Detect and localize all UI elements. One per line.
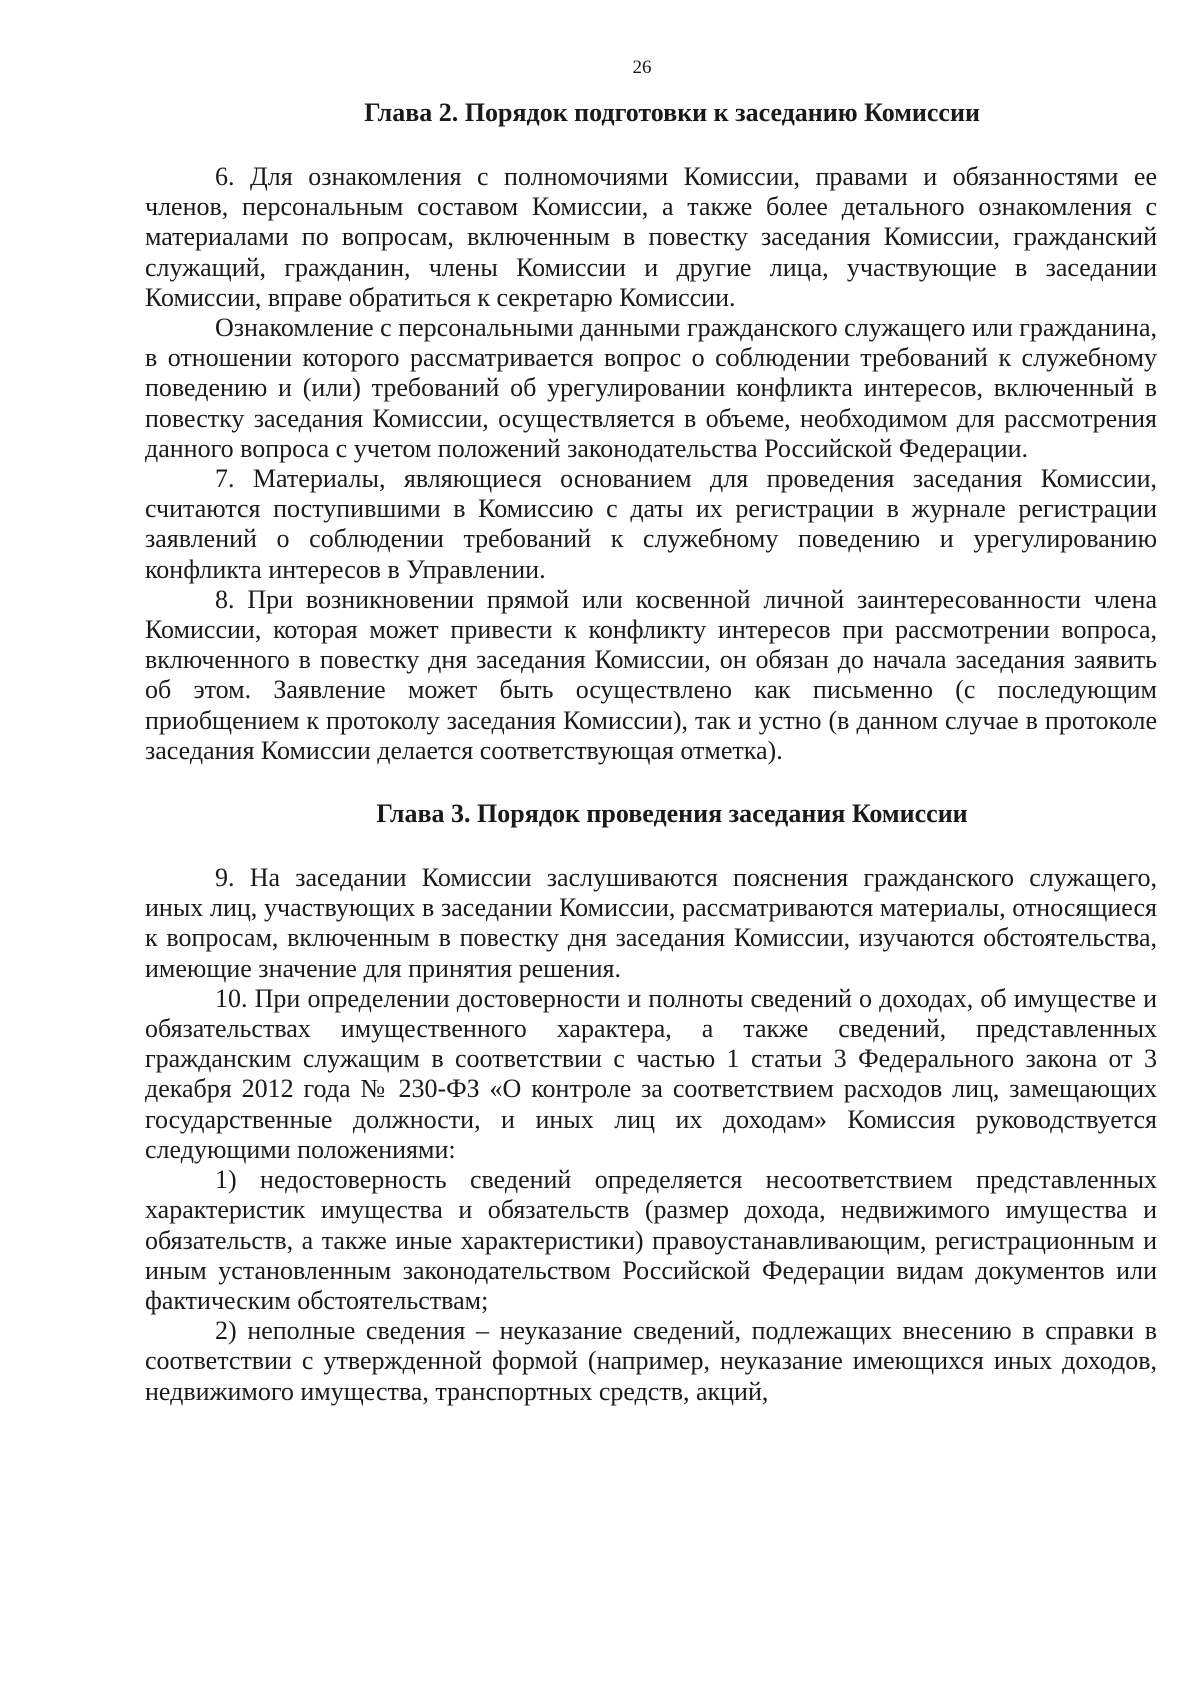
paragraph-9: 9. На заседании Комиссии заслушиваются пояснения гражданского служащего, иных лиц, участвующих в заседании Комиссии, рассматриваются материалы, относящиеся к вопросам, включенным в повестку дня заседания Комиссии, изучаются обстоятельства, имеющие значение для принятия решения. [145, 863, 1157, 983]
page-number: 26 [632, 57, 652, 78]
paragraph-6: 6. Для ознакомления с полномочиями Комиссии, правами и обязанностями ее членов, персональным составом Комиссии, а также более детального ознакомления с материалами по вопросам, включенным в повестку заседания Комиссии, гражданский служащий, гражданин, члены Комиссии и другие лица, участвующие в заседании Комиссии, вправе обратиться к секретарю Комиссии. [145, 162, 1157, 312]
chapter-2-title: Глава 2. Порядок подготовки к заседанию Комиссии [364, 98, 980, 127]
paragraph-7: 7. Материалы, являющиеся основанием для проведения заседания Комиссии, считаются поступившими в Комиссию с даты их регистрации в журнале регистрации заявлений о соблюдении требований к служебному поведению и урегулированию конфликта интересов в Управлении. [145, 464, 1157, 584]
paragraph-8: 8. При возникновении прямой или косвенной личной заинтересованности члена Комиссии, которая может привести к конфликту интересов при рассмотрении вопроса, включенного в повестку дня заседания Комиссии, он обязан до начала заседания заявить об этом. Заявление может быть осуществлено как письменно (с последующим приобщением к протоколу заседания Комиссии), так и устно (в данном случае в протоколе заседания Комиссии делается соответствующая отметка). [145, 584, 1157, 765]
paragraph-10-item-1: 1) недостоверность сведений определяется несоответствием представленных характеристик имущества и обязательств (размер дохода, недвижимого имущества и обязательств, а также иные характеристики) правоустанавливающим, регистрационным и иным установленным законодательством Российской Федерации видам документов или фактическим обстоятельствам; [145, 1165, 1157, 1315]
document-body [145, 98, 1157, 1407]
paragraph-6-personal-data: Ознакомление с персональными данными гражданского служащего или гражданина, в отношении которого рассматривается вопрос о соблюдении требований к служебному поведению и (или) требований об урегулировании конфликта интересов, включенный в повестку заседания Комиссии, осуществляется в объеме, необходимом для рассмотрения данного вопроса с учетом положений законодательства Российской Федерации. [145, 313, 1157, 463]
paragraph-10-item-2: 2) неполные сведения – неуказание сведений, подлежащих внесению в справки в соответствии с утвержденной формой (например, неуказание имеющихся иных доходов, недвижимого имущества, транспортных средств, акций, [145, 1316, 1157, 1406]
chapter-3-title: Глава 3. Порядок проведения заседания Комиссии [376, 799, 968, 829]
paragraph-10: 10. При определении достоверности и полноты сведений о доходах, об имуществе и обязательствах имущественного характера, а также сведений, представленных гражданским служащим в соответствии с частью 1 статьи 3 Федерального закона от 3 декабря 2012 года № 230-ФЗ «О контроле за соответствием расходов лиц, замещающих государственные должности, и иных лиц их доходам» Комиссия руководствуется следующими положениями: [145, 983, 1157, 1164]
